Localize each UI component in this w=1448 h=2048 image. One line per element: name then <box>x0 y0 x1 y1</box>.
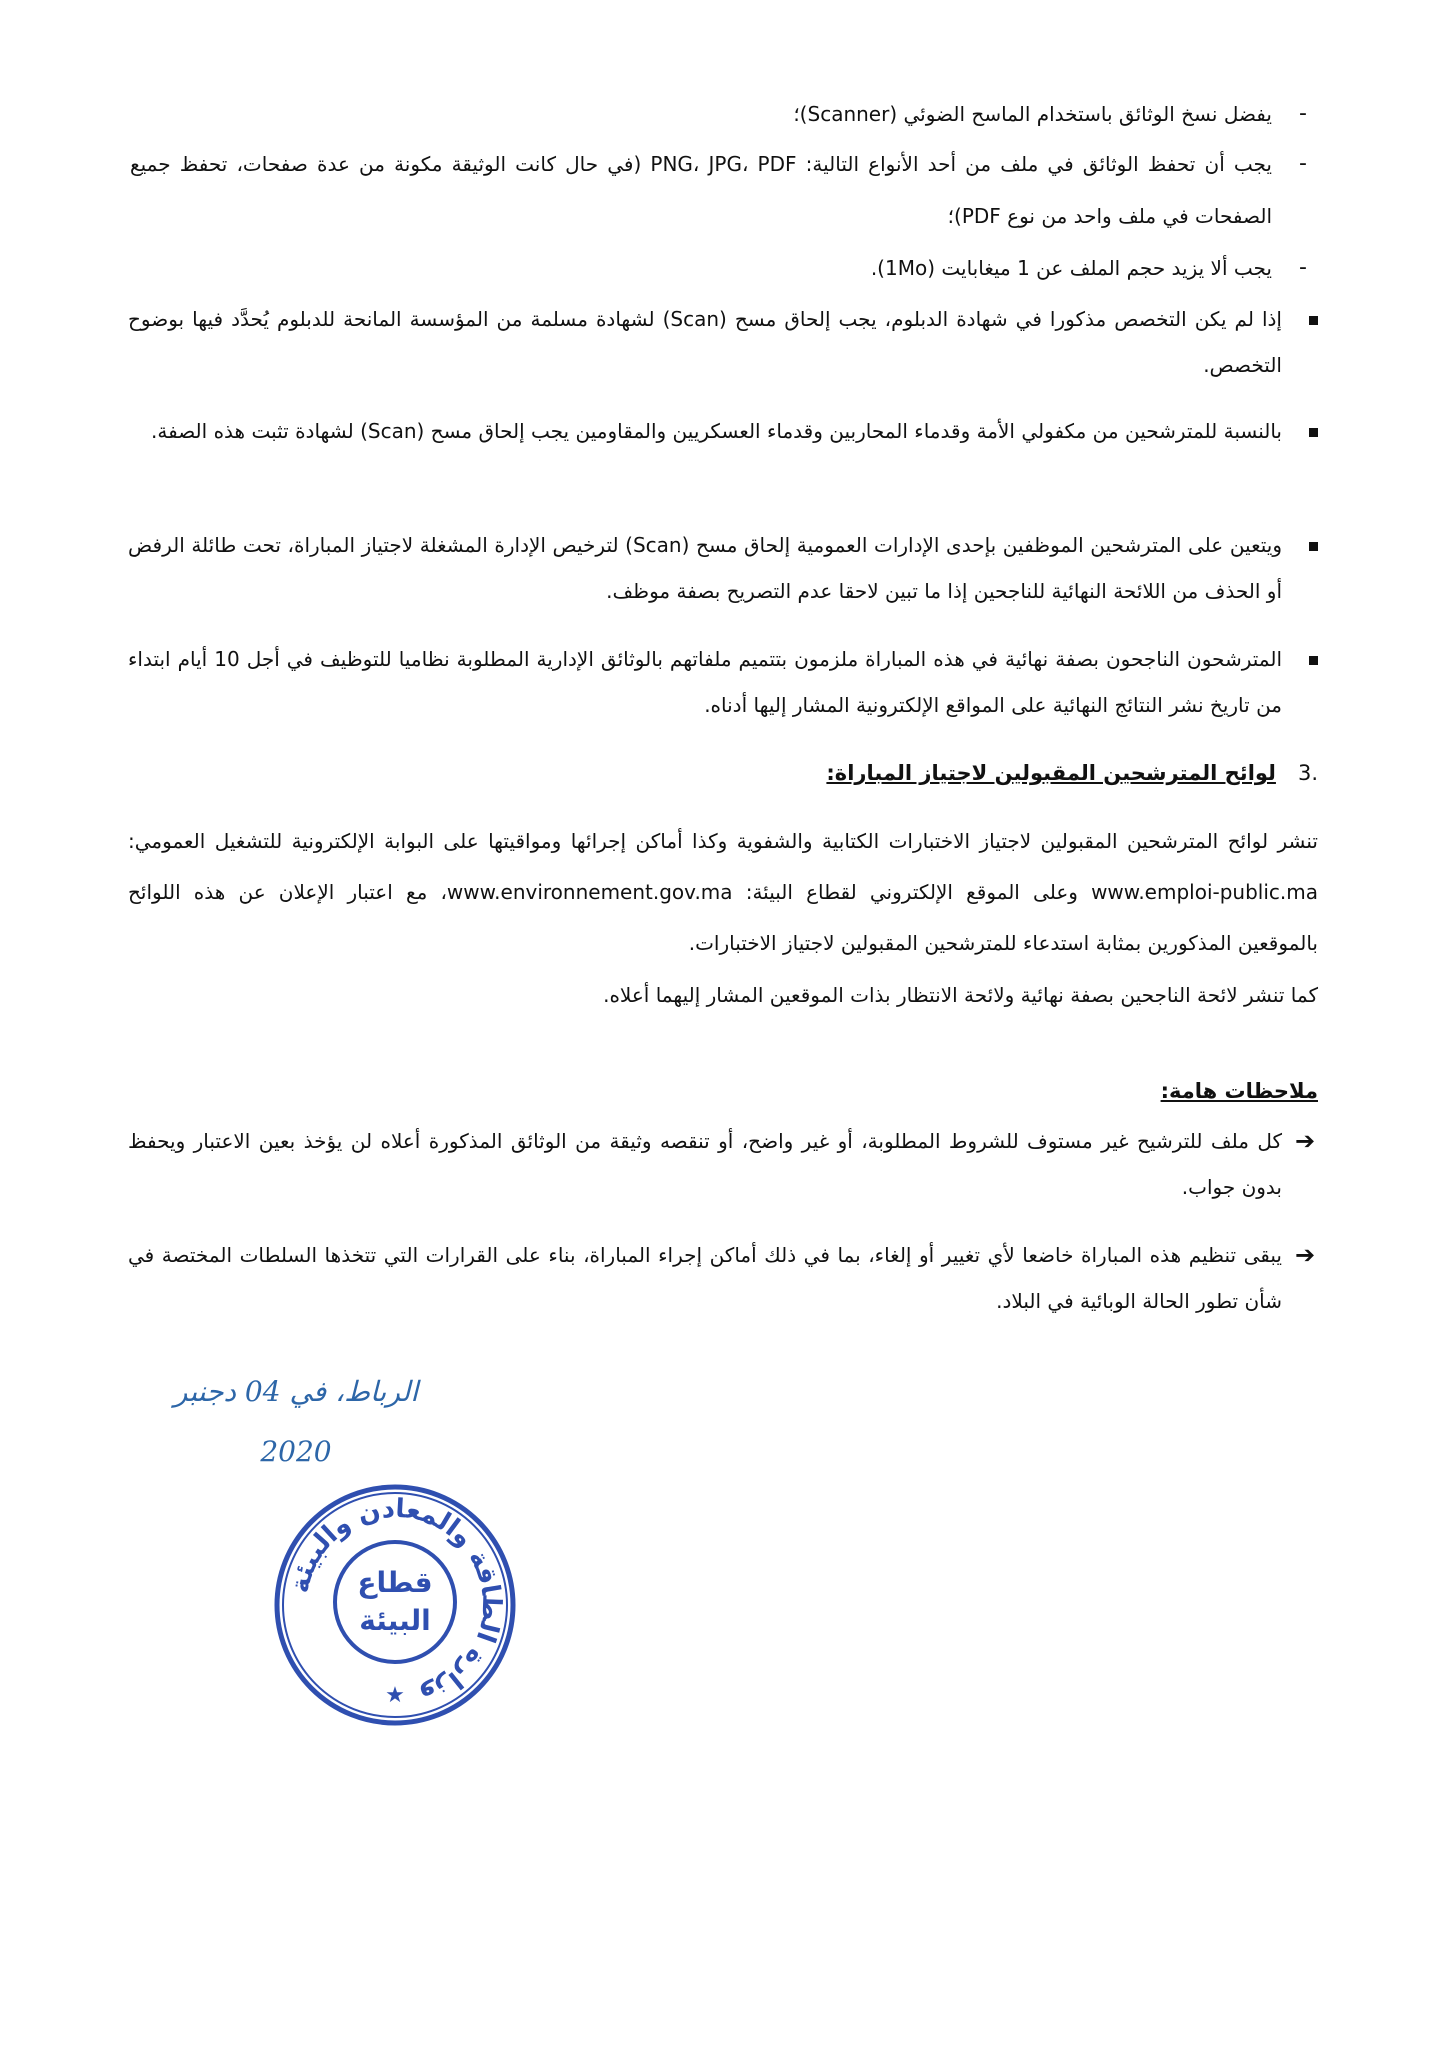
square-bullet-icon <box>1309 542 1318 551</box>
section-paragraph: كما تنشر لائحة الناجحين بصفة نهائية ولائحة الانتظار بذات الموقعين المشار إليهما أعلاه. <box>603 983 1318 1007</box>
square-bullet-icon <box>1309 316 1318 325</box>
file-rule-item <box>130 88 1318 140</box>
dash-bullet: - <box>1299 101 1307 126</box>
arrow-bullet-icon: ➔ <box>1294 1127 1316 1155</box>
file-rule-text: يجب ألا يزيد حجم الملف عن 1 ميغابايت (1Mo). <box>870 256 1272 280</box>
requirement-item <box>128 522 1318 614</box>
note-item <box>128 1232 1318 1324</box>
dash-bullet: - <box>1299 151 1307 176</box>
requirement-item <box>128 296 1318 388</box>
official-stamp <box>270 1480 520 1730</box>
file-rule-text: يفضل نسخ الوثائق باستخدام الماسح الضوئي (Scanner)؛ <box>793 102 1272 126</box>
requirement-text: ويتعين على المترشحين الموظفين بإحدى الإدارات العمومية إلحاق مسح (Scan) لترخيص الإدارة المشغلة لاجتياز المباراة، تحت طائلة الرفض أو الحذف من اللائحة النهائية للناجحين إذا ما تبين لاحقا عدم التصريح بصفة موظف. <box>128 533 1282 603</box>
dash-bullet: - <box>1299 255 1307 280</box>
stamp-ring-text: وزارة الطاقة والمعادن والبيئة <box>284 1493 507 1712</box>
requirement-text: بالنسبة للمترشحين من مكفولي الأمة وقدماء المحاربين وقدماء العسكريين والمقاومين يجب إلحاق مسح (Scan) لشهادة تثبت هذه الصفة. <box>151 419 1282 443</box>
requirement-item <box>128 408 1318 500</box>
stamp-center-text-1: قطاع <box>357 1566 433 1599</box>
arrow-bullet-icon: ➔ <box>1294 1241 1316 1269</box>
star-icon: ★ <box>385 1683 405 1708</box>
section-heading <box>128 748 1318 798</box>
note-text: يبقى تنظيم هذه المباراة خاضعا لأي تغيير أو إلغاء، بما في ذلك أماكن إجراء المباراة، بناء على القرارات التي تتخذها السلطات المختصة في شأن تطور الحالة الوبائية في البلاد. <box>128 1243 1282 1313</box>
file-rule-item <box>130 138 1318 242</box>
requirement-text: المترشحون الناجحون بصفة نهائية في هذه المباراة ملزمون بتتميم ملفاتهم بالوثائق الإدارية المطلوبة نظاميا للتوظيف في أجل 10 أيام ابتداء من تاريخ نشر النتائج النهائية على المواقع الإلكترونية المشار إليها أدناه. <box>128 647 1282 717</box>
requirement-item <box>128 636 1318 728</box>
square-bullet-icon <box>1309 428 1318 437</box>
file-rule-item <box>130 242 1318 294</box>
section-title: لوائح المترشحين المقبولين لاجتياز المباراة: <box>826 761 1276 785</box>
file-rule-text: يجب أن تحفظ الوثائق في ملف من أحد الأنواع التالية: PNG، JPG، PDF (في حال كانت الوثيقة مكونة من عدة صفحات، تحفظ جميع الصفحات في ملف واحد من نوع PDF)؛ <box>130 152 1273 228</box>
notes-title: ملاحظات هامة: <box>1160 1079 1318 1103</box>
square-bullet-icon <box>1309 656 1318 665</box>
stamp-center-ring <box>335 1542 455 1662</box>
section-number: .3 <box>1297 761 1318 785</box>
note-text: كل ملف للترشيح غير مستوف للشروط المطلوبة، أو غير واضح، أو تنقصه وثيقة من الوثائق المذكورة أعلاه لن يؤخذ بعين الاعتبار ويحفظ بدون جواب. <box>128 1129 1282 1199</box>
signature-date: الرباط، في 04 دجنبر 2020 <box>173 1375 419 1468</box>
stamp-center-text-2: البيئة <box>359 1604 431 1637</box>
requirement-text: إذا لم يكن التخصص مذكورا في شهادة الدبلوم، يجب إلحاق مسح (Scan) لشهادة مسلمة من المؤسسة المانحة للدبلوم يُحدَّد فيها بوضوح التخصص. <box>128 307 1282 377</box>
note-item <box>128 1118 1318 1210</box>
section-paragraph: تنشر لوائح المترشحين المقبولين لاجتياز الاختبارات الكتابية والشفوية وكذا أماكن إجرائها ومواقيتها على البوابة الإلكترونية للتشغيل العمومي: www.emploi-public.ma وعلى الموقع الإلكتروني لقطاع البيئة: www.environnement.gov.ma، مع اعتبار الإعلان عن هذه اللوائح بالموقعين المذكورين بمثابة استدعاء للمترشحين المقبولين لاجتياز الاختبارات. <box>128 829 1318 955</box>
